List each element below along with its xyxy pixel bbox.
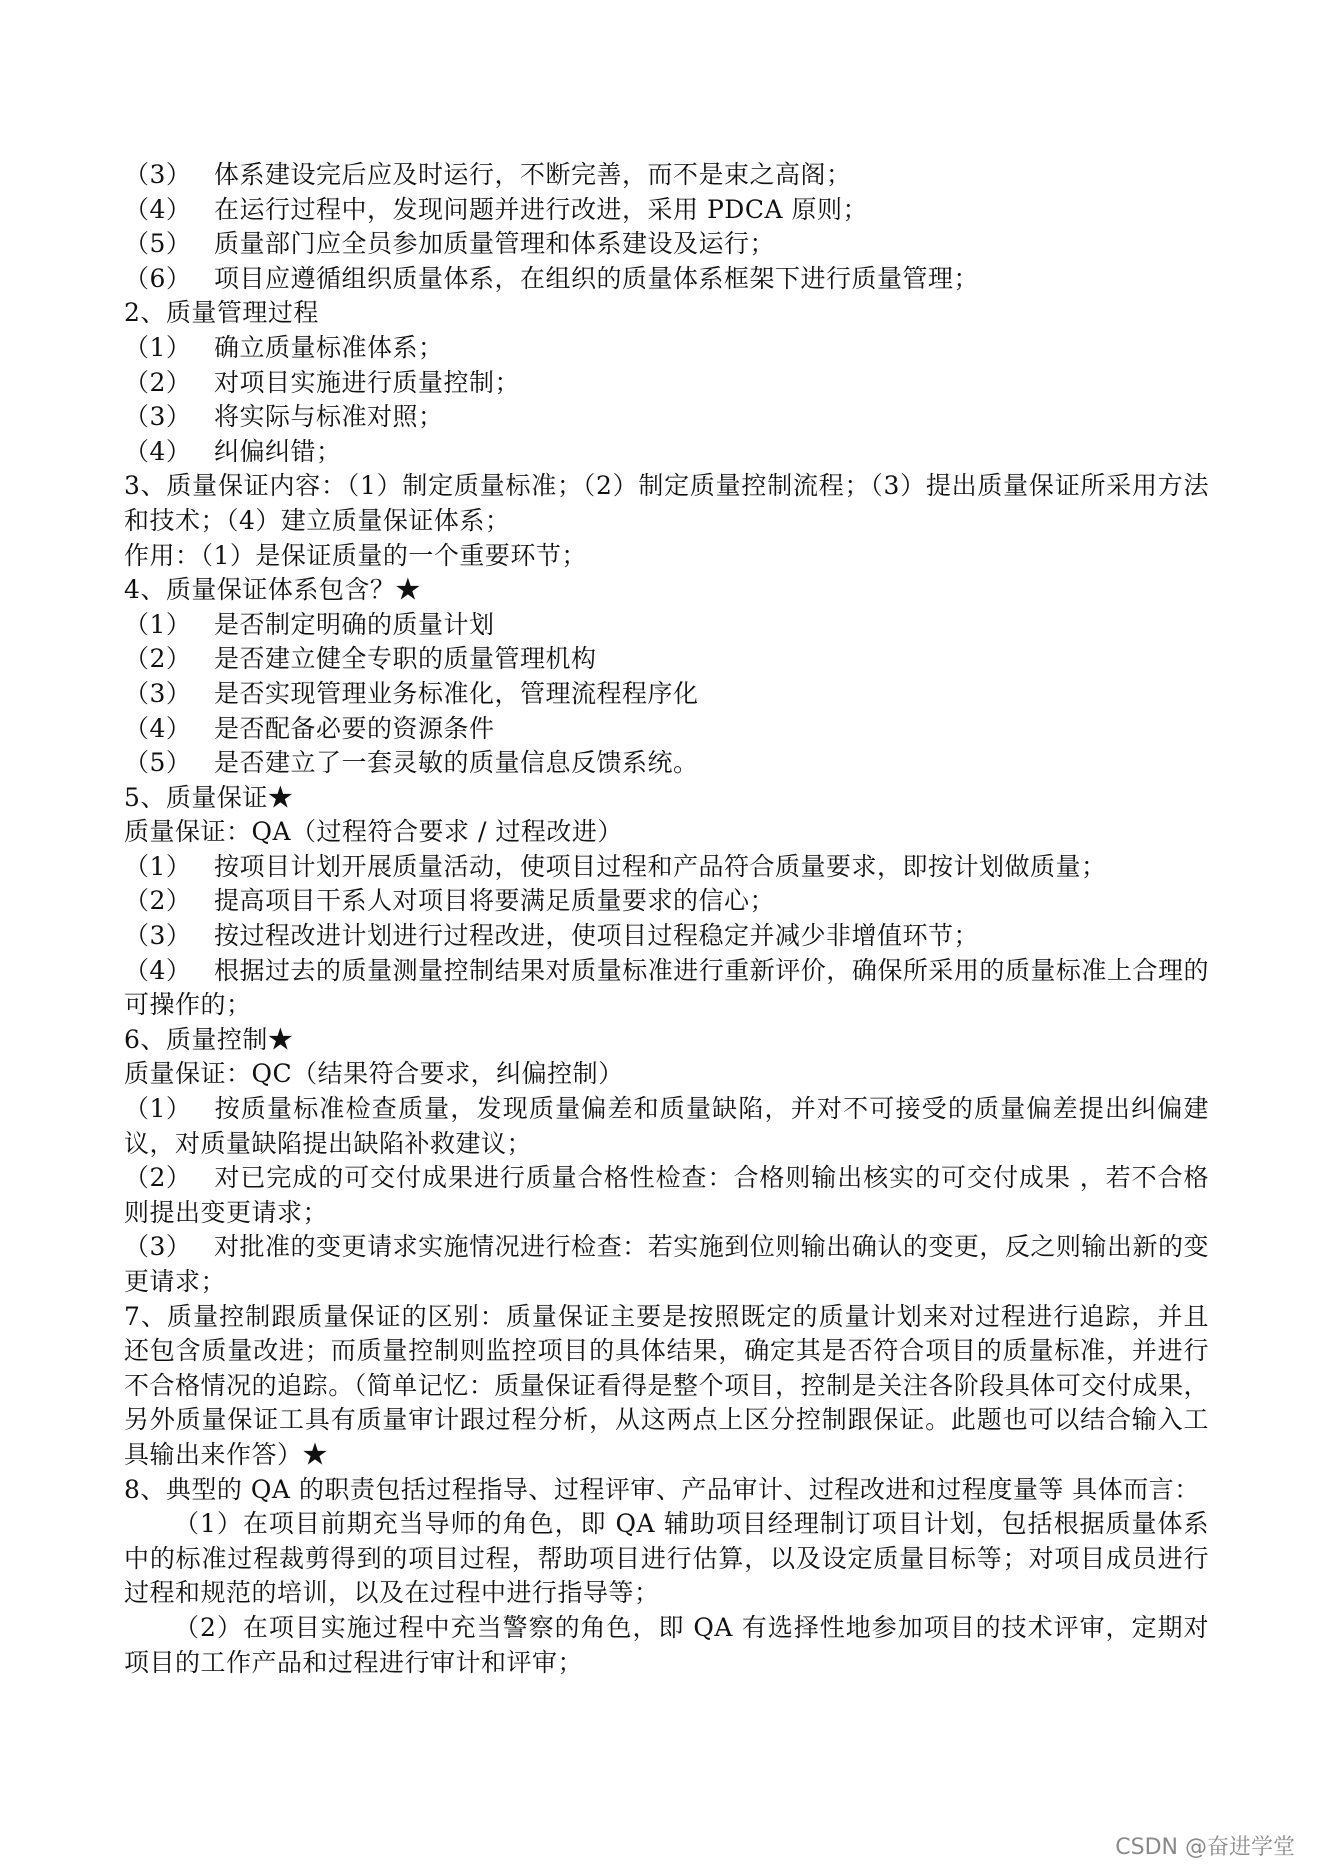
effect-line: 作用：（1）是保证质量的一个重要环节；	[124, 540, 587, 570]
item-number: （1）	[124, 609, 192, 639]
item-text: 对批准的变更请求实施情况进行检查：若实施到位则输出确认的变更，反之则输出新的变更请求；	[124, 1232, 1209, 1296]
list-item	[124, 1161, 1209, 1230]
item-number: （2）	[124, 367, 192, 397]
section-heading: 6、质量控制★	[124, 1024, 294, 1054]
list-item	[124, 850, 1209, 885]
item-text: 对项目实施进行质量控制；	[214, 367, 521, 397]
section-paragraph: （2）在项目实施过程中充当警察的角色，即 QA 有选择性地参加项目的技术评审，定期对项目的工作产品和过程进行审计和评审；	[124, 1612, 1209, 1677]
item-number: （3）	[124, 160, 192, 189]
item-number: （3）	[124, 678, 192, 708]
list-item	[124, 677, 1209, 712]
item-text: 按过程改进计划进行过程改进，使项目过程稳定并减少非增值环节；	[214, 921, 980, 951]
item-text: 是否制定明确的质量计划	[214, 609, 495, 639]
item-text: 按质量标准检查质量，发现质量偏差和质量缺陷，并对不可接受的质量偏差提出纠偏建议，对质量缺陷提出缺陷补救建议；	[124, 1094, 1209, 1158]
item-text: 根据过去的质量测量控制结果对质量标准进行重新评价，确保所采用的质量标准上合理的可操作的；	[124, 955, 1209, 1020]
item-number: （4）	[124, 713, 192, 743]
list-item	[124, 193, 1209, 228]
item-number: （3）	[124, 1232, 192, 1262]
list-item	[124, 158, 1209, 193]
list-item	[124, 1092, 1209, 1161]
list-item	[124, 919, 1209, 954]
item-text: 是否建立健全专职的质量管理机构	[214, 644, 597, 674]
item-text: 项目应遵循组织质量体系，在组织的质量体系框架下进行质量管理；	[214, 263, 980, 293]
item-text: 提高项目干系人对项目将要满足质量要求的信心；	[214, 886, 776, 916]
section-subheading: 质量保证：QC（结果符合要求，纠偏控制）	[124, 1059, 624, 1089]
item-number: （2）	[124, 1163, 192, 1193]
list-item	[124, 746, 1209, 781]
item-number: （2）	[124, 886, 192, 916]
section-heading: 5、质量保证★	[124, 782, 294, 812]
list-item	[124, 608, 1209, 643]
item-text: 质量部门应全员参加质量管理和体系建设及运行；	[214, 229, 776, 259]
list-item	[124, 366, 1209, 401]
list-item	[124, 400, 1209, 435]
item-number: （1）	[124, 851, 192, 881]
item-text: 是否建立了一套灵敏的质量信息反馈系统。	[214, 748, 699, 778]
item-text: 体系建设完后应及时运行，不断完善，而不是束之高阁；	[214, 160, 852, 189]
item-text: 在运行过程中，发现问题并进行改进，采用 PDCA 原则；	[214, 194, 868, 224]
list-item	[124, 435, 1209, 470]
item-number: （4）	[124, 955, 192, 985]
item-number: （3）	[124, 402, 192, 432]
section-paragraph: 3、质量保证内容：（1）制定质量标准；（2）制定质量控制流程；（3）提出质量保证所采用方法和技术；（4）建立质量保证体系；	[124, 471, 1209, 535]
item-text: 确立质量标准体系；	[214, 332, 444, 362]
list-item	[124, 262, 1209, 297]
item-number: （4）	[124, 194, 192, 224]
list-item	[124, 642, 1209, 677]
section-heading: 2、质量管理过程	[124, 298, 319, 328]
item-number: （4）	[124, 436, 192, 466]
list-item	[124, 331, 1209, 366]
item-text: 对已完成的可交付成果进行质量合格性检查：合格则输出核实的可交付成果 ，若不合格则提出变更请求；	[124, 1163, 1209, 1227]
item-number: （6）	[124, 263, 192, 293]
item-number: （1）	[124, 1094, 192, 1124]
watermark: CSDN @奋进学堂	[1115, 1835, 1295, 1860]
item-text: 将实际与标准对照；	[214, 402, 444, 432]
item-number: （3）	[124, 921, 192, 951]
item-number: （2）	[124, 644, 192, 674]
section-paragraph: （1）在项目前期充当导师的角色，即 QA 辅助项目经理制订项目计划，包括根据质量体系中的标准过程裁剪得到的项目过程，帮助项目进行估算，以及设定质量目标等；对项目成员进行过程和规范的培训，以及在过程中进行指导等；	[124, 1509, 1209, 1608]
section-paragraph: 7、质量控制跟质量保证的区别：质量保证主要是按照既定的质量计划来对过程进行追踪，并且还包含质量改进；而质量控制则监控项目的具体结果，确定其是否符合项目的质量标准，并进行不合格情况的追踪。（简单记忆：质量保证看得是整个项目，控制是关注各阶段具体可交付成果，另外质量保证工具有质量审计跟过程分析，从这两点上区分控制跟保证。此题也可以结合输入工具输出来作答）★	[124, 1301, 1209, 1469]
item-text: 纠偏纠错；	[214, 436, 342, 466]
section-heading: 8、典型的 QA 的职责包括过程指导、过程评审、产品审计、过程改进和过程度量等 具体而言：	[124, 1474, 1200, 1504]
item-text: 是否实现管理业务标准化，管理流程程序化	[214, 678, 699, 708]
list-item	[124, 1230, 1209, 1299]
document-page	[124, 158, 1209, 1680]
section-heading: 4、质量保证体系包含？★	[124, 575, 421, 605]
item-text: 按项目计划开展质量活动，使项目过程和产品符合质量要求，即按计划做质量；	[214, 851, 1107, 881]
list-item	[124, 954, 1209, 1023]
item-number: （1）	[124, 332, 192, 362]
item-number: （5）	[124, 748, 192, 778]
item-number: （5）	[124, 229, 192, 259]
section-subheading: 质量保证：QA（过程符合要求 / 过程改进）	[124, 817, 623, 847]
item-text: 是否配备必要的资源条件	[214, 713, 495, 743]
list-item	[124, 227, 1209, 262]
list-item	[124, 712, 1209, 747]
list-item	[124, 884, 1209, 919]
